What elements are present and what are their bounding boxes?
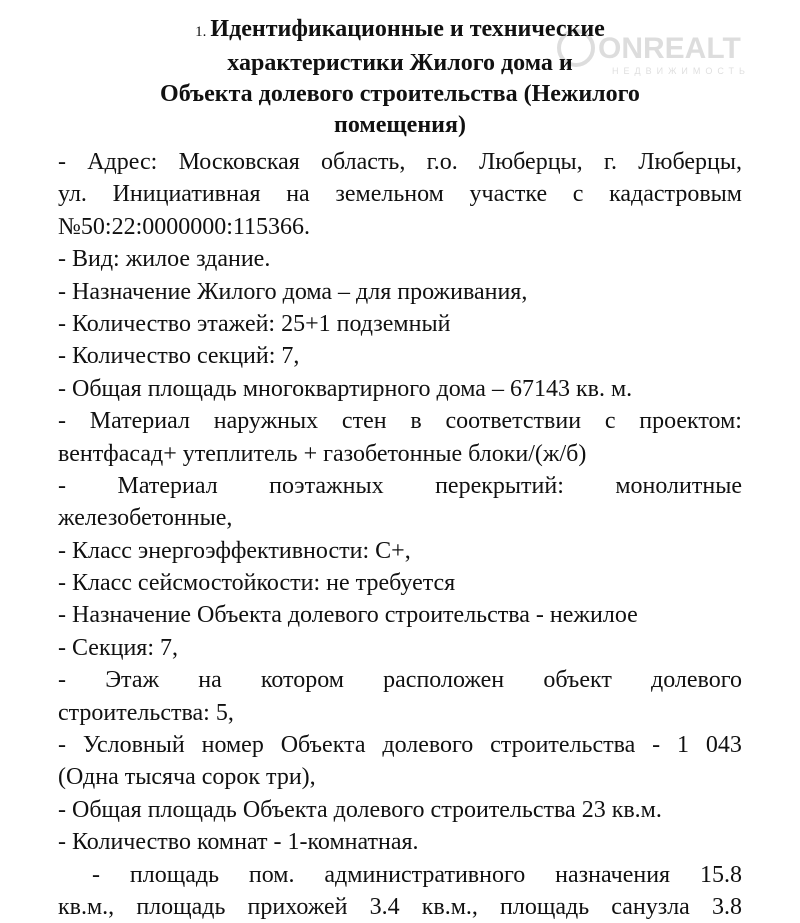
word: 3.8 [711,893,742,920]
word: объект [543,667,612,694]
word: на [198,667,222,694]
word: с [572,181,584,208]
word: - [58,149,66,175]
word: прихожей [247,893,348,920]
word: в [410,408,422,435]
word: участке [469,181,548,208]
word: Объекта [280,732,366,759]
watermark-text: ONREALT [598,32,741,65]
word: пом. [248,861,295,888]
text-line [58,178,742,210]
word: с [604,408,616,435]
characteristics-list [58,146,742,923]
text-line: - Класс сейсмостойкости: не требуется [58,570,456,597]
word: поэтажных [269,472,384,499]
word: кв.м., [58,893,115,920]
text-line: строительства: 5, [58,699,234,726]
word: Инициативная [112,181,261,208]
section-number: 1. [195,24,207,40]
word: 1 [677,732,690,759]
word: котором [260,667,344,694]
watermark-subtext: НЕДВИЖИМОСТЬ [612,66,750,76]
word: соответствии [445,408,582,435]
word: долевого [651,667,742,694]
word: г.о. [426,149,458,175]
word: площадь [136,893,226,920]
watermark-ring [559,31,593,65]
word: 043 [705,732,742,759]
word: Этаж [105,667,160,694]
word: - [58,667,66,694]
text-line: - Количество секций: 7, [58,343,300,370]
text-line [58,859,742,891]
word: кадастровым [609,181,742,208]
word: - [92,861,100,888]
text-line [58,146,742,178]
word: Люберцы, [638,149,742,175]
word: Материал [89,408,190,435]
word: ул. [58,181,87,208]
word: площадь [500,893,590,920]
text-line: - Назначение Объекта долевого строительства - нежилое [58,602,638,629]
text-line: - Количество комнат - 1-комнатная. [58,829,419,856]
word: область, [321,149,406,175]
text-line: - Назначение Жилого дома – для проживания, [58,278,528,305]
word: расположен [383,667,505,694]
title-line-4: помещения) [334,112,466,138]
word: стен [341,408,387,435]
text-line [58,405,742,437]
word: Адрес: [87,149,158,175]
text-line: (Одна тысяча сорок три), [58,764,316,791]
word: долевого [382,732,474,759]
word: - [58,408,66,435]
word: наружных [213,408,319,435]
word: земельном [335,181,444,208]
text-line: - Класс энергоэффективности: С+, [58,537,411,564]
word: - [652,732,661,759]
text-line [58,664,742,696]
word: Люберцы, [478,149,583,175]
word: номер [201,732,264,759]
word: 3.4 [369,893,400,920]
watermark-logo [552,24,782,78]
text-line: - Секция: 7, [58,634,178,661]
word: Условный [82,732,185,759]
text-line: - Вид: жилое здание. [58,246,271,273]
text-line: №50:22:0000000:115366. [58,213,311,240]
word: административного [324,861,526,888]
word: - [58,472,66,499]
title-line-3: Объекта долевого строительства (Нежилого [160,81,640,107]
word: - [58,732,66,759]
title-text-1: Идентификационные и технические [210,16,605,42]
word: площадь [129,861,220,888]
word: монолитные [615,472,742,499]
word: г. [603,149,618,175]
word: перекрытий: [435,472,564,499]
word: проектом: [639,408,742,435]
text-line [58,891,742,923]
word: Материал [117,472,218,499]
text-line: железобетонные, [58,505,233,532]
word: кв.м., [421,893,478,920]
title-line-2: характеристики Жилого дома и [227,50,573,76]
text-line [58,470,742,502]
word: назначения [555,861,671,888]
text-line: вентфасад+ утеплитель + газобетонные блоки/(ж/б) [58,440,587,467]
word: строительства [490,732,636,759]
text-line: - Количество этажей: 25+1 подземный [58,310,451,337]
word: на [286,181,310,208]
text-line [58,729,742,761]
text-line: - Общая площадь Объекта долевого строительства 23 кв.м. [58,796,662,823]
word: санузла [611,893,690,920]
text-line: - Общая площадь многоквартирного дома – 67143 кв. м. [58,375,633,402]
word: 15.8 [700,861,742,888]
word: Московская [178,149,300,175]
